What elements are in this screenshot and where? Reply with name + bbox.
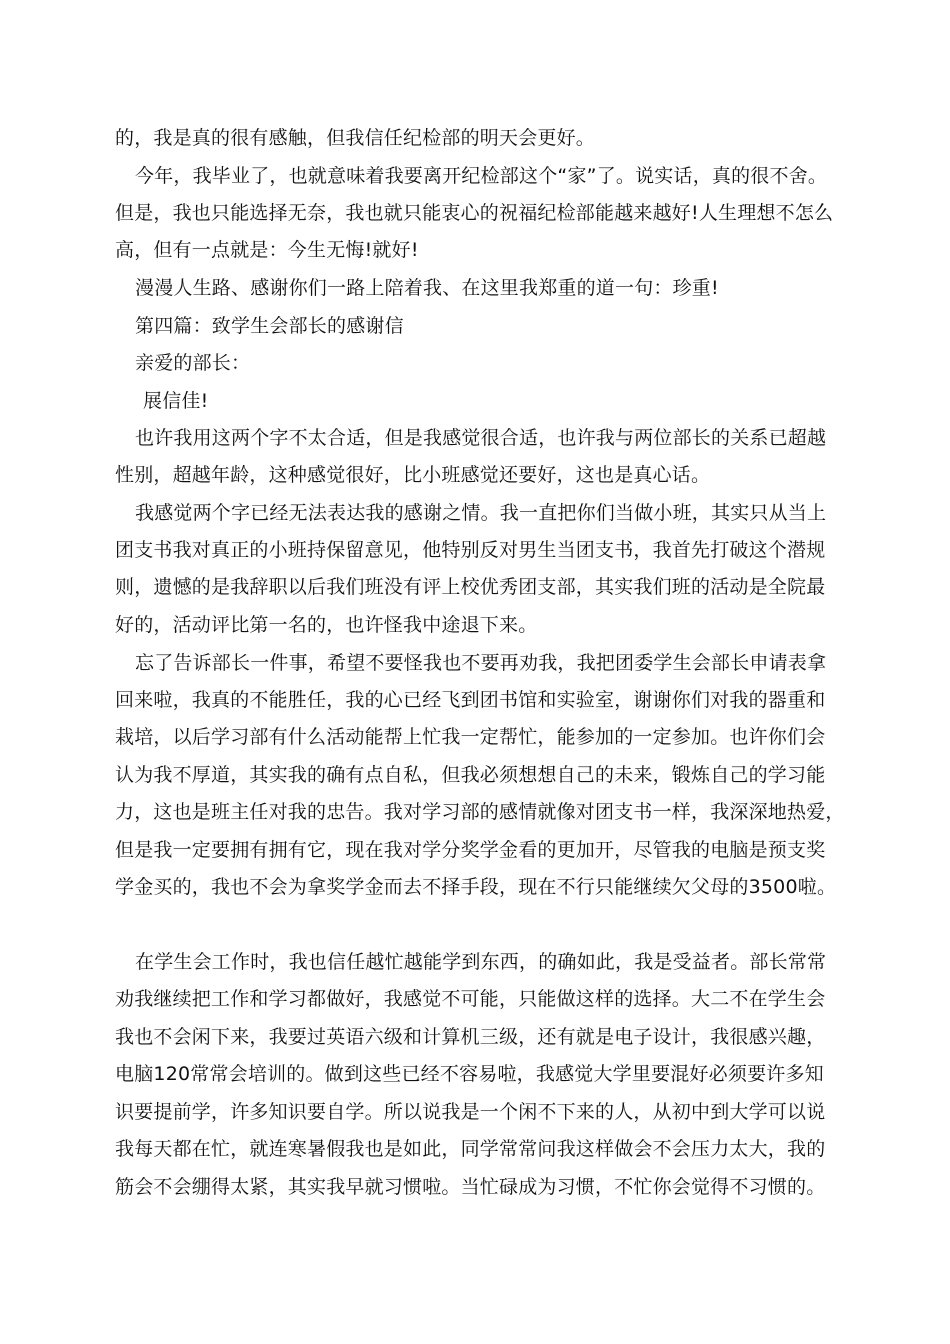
text-line: 好的，活动评比第一名的，也许怪我中途退下来。 xyxy=(115,614,538,636)
text-line: 忘了告诉部长一件事，希望不要怪我也不要再劝我，我把团委学生会部长申请表拿 xyxy=(135,652,827,674)
text-line: 筋会不会绷得太紧，其实我早就习惯啦。当忙碌成为习惯，不忙你会觉得不习惯的。 xyxy=(115,1176,826,1198)
text-line: 识要提前学，许多知识要自学。所以说我是一个闲不下来的人，从初中到大学可以说 xyxy=(115,1101,826,1123)
text-line: 我每天都在忙，就连寒暑假我也是如此，同学常常问我这样做会不会压力太大，我的 xyxy=(115,1138,826,1160)
text-line: 今年，我毕业了，也就意味着我要离开纪检部这个“家”了。说实话，真的很不舍。 xyxy=(135,165,828,187)
text-line: 学金买的，我也不会为拿奖学金而去不择手段，现在不行只能继续欠父母的3500啦。 xyxy=(115,876,837,898)
text-line: 但是我一定要拥有拥有它，现在我对学分奖学金看的更加开，尽管我的电脑是预支奖 xyxy=(115,839,826,861)
text-line: 栽培，以后学习部有什么活动能帮上忙我一定帮忙，能参加的一定参加。也许你们会 xyxy=(115,726,826,748)
text-line: 认为我不厚道，其实我的确有点自私，但我必须想想自己的未来，锻炼自己的学习能 xyxy=(115,764,826,786)
text-line: 性别，超越年龄，这种感觉很好，比小班感觉还要好，这也是真心话。 xyxy=(115,464,711,486)
text-line: 漫漫人生路、感谢你们一路上陪着我、在这里我郑重的道一句：珍重! xyxy=(135,277,719,299)
text-line: 也许我用这两个字不太合适，但是我感觉很合适，也许我与两位部长的关系已超越 xyxy=(135,427,827,449)
section-heading: 第四篇：致学生会部长的感谢信 xyxy=(135,315,404,337)
salutation: 亲爱的部长： xyxy=(135,352,251,374)
text-line: 我感觉两个字已经无法表达我的感谢之情。我一直把你们当做小班，其实只从当上 xyxy=(135,502,827,524)
text-line: 我也不会闲下来，我要过英语六级和计算机三级，还有就是电子设计，我很感兴趣， xyxy=(115,1026,826,1048)
text-line: 在学生会工作时，我也信任越忙越能学到东西，的确如此，我是受益者。部长常常 xyxy=(135,951,827,973)
text-line: 则，遗憾的是我辞职以后我们班没有评上校优秀团支部，其实我们班的活动是全院最 xyxy=(115,576,826,598)
text-line: 劝我继续把工作和学习都做好，我感觉不可能，只能做这样的选择。大二不在学生会 xyxy=(115,988,826,1010)
text-line: 团支书我对真正的小班持保留意见，他特别反对男生当团支书，我首先打破这个潜规 xyxy=(115,539,826,561)
text-line: 力，这也是班主任对我的忠告。我对学习部的感情就像对团支书一样，我深深地热爱， xyxy=(115,801,845,823)
greeting: 展信佳! xyxy=(143,390,209,412)
text-line: 回来啦，我真的不能胜任，我的心已经飞到团书馆和实验室，谢谢你们对我的器重和 xyxy=(115,689,826,711)
text-line: 电脑120常常会培训的。做到这些已经不容易啦，我感觉大学里要混好必须要许多知 xyxy=(115,1063,824,1085)
text-line: 但是，我也只能选择无奈，我也就只能衷心的祝福纪检部能越来越好!人生理想不怎么 xyxy=(115,202,834,224)
text-line: 的，我是真的很有感触，但我信任纪检部的明天会更好。 xyxy=(115,127,596,149)
text-line: 高，但有一点就是：今生无悔!就好! xyxy=(115,239,419,261)
